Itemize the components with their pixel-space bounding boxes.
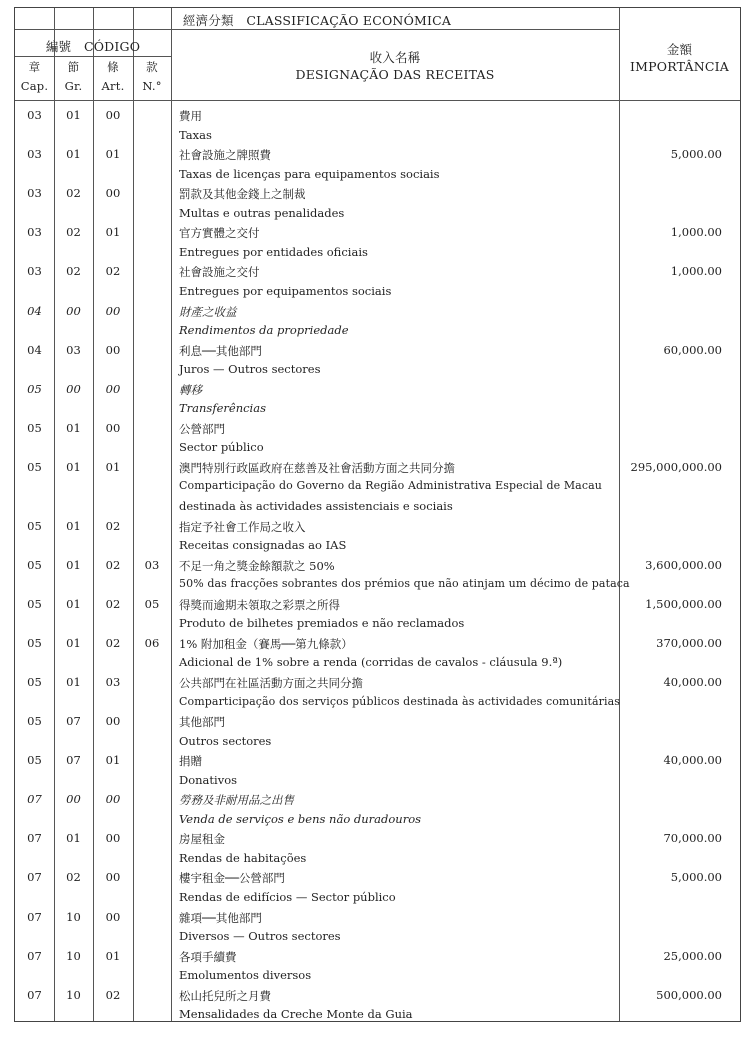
row-designation: Multas e outras penalidades: [179, 205, 345, 220]
row-article-code: 02: [105, 635, 121, 650]
row-amount: 1,000.00: [670, 225, 722, 240]
row-designation: 利息──其他部門: [179, 343, 262, 358]
col-gr-pt: Gr.: [64, 79, 83, 93]
table-row: [15, 184, 740, 204]
row-group-code: 10: [66, 948, 81, 963]
row-designation: Transferências: [179, 401, 266, 416]
table-row: [15, 614, 740, 634]
row-group-code: 02: [66, 225, 81, 240]
table-row: [15, 380, 740, 400]
row-article-code: 02: [105, 518, 121, 533]
row-designation: 費用: [179, 109, 202, 123]
row-chapter-code: 04: [27, 303, 42, 318]
row-number-code: 06: [144, 635, 160, 650]
row-amount: 370,000.00: [656, 635, 722, 650]
row-group-code: 01: [66, 459, 81, 474]
row-group-code: 02: [66, 264, 81, 279]
row-group-code: 02: [66, 186, 81, 201]
row-group-code: 01: [66, 518, 81, 533]
row-designation: 各項手續費: [179, 949, 237, 964]
row-designation: destinada às actividades assistenciais e sociais: [179, 499, 453, 513]
row-amount: 5,000.00: [670, 147, 722, 162]
row-article-code: 00: [105, 792, 121, 807]
table-row: [15, 653, 740, 673]
row-group-code: 01: [66, 674, 81, 689]
row-group-code: 01: [66, 420, 81, 435]
table-row: [15, 262, 740, 282]
row-article-code: 00: [105, 714, 121, 729]
header-rule-1: [15, 29, 619, 30]
table-row: [15, 888, 740, 908]
row-number-code: 05: [144, 596, 160, 611]
row-designation: Taxas: [179, 127, 212, 142]
row-group-code: 10: [66, 909, 81, 924]
table-row: [15, 693, 740, 713]
row-chapter-code: 05: [27, 381, 42, 396]
row-designation: 公共部門在社區活動方面之共同分擔: [179, 675, 363, 690]
row-designation: 官方實體之交付: [179, 226, 260, 241]
table-row: [15, 575, 740, 595]
table-row: [15, 927, 740, 947]
row-article-code: 00: [105, 303, 121, 318]
table-row: [15, 673, 740, 693]
row-article-code: 01: [105, 459, 121, 474]
row-article-code: 00: [105, 342, 121, 357]
row-designation: 勞務及非耐用品之出售: [179, 793, 294, 808]
col-no-pt: N.°: [142, 79, 162, 93]
row-article-code: 00: [105, 186, 121, 201]
row-chapter-code: 05: [27, 557, 42, 572]
row-designation: Diversos — Outros sectores: [179, 929, 341, 944]
table-row: [15, 399, 740, 419]
row-number-code: 03: [144, 557, 160, 572]
table-row: [15, 986, 740, 1006]
row-chapter-code: 05: [27, 753, 42, 768]
row-article-code: 00: [105, 909, 121, 924]
row-designation: 指定予社會工作局之收入: [179, 519, 306, 534]
row-amount: 70,000.00: [663, 831, 722, 846]
table-row: [15, 732, 740, 752]
amount-title-pt: IMPORTÂNCIA: [630, 59, 729, 74]
row-article-code: 00: [105, 381, 121, 396]
row-article-code: 02: [105, 264, 121, 279]
row-designation: 樓宇租金──公營部門: [179, 871, 285, 886]
row-chapter-code: 07: [27, 948, 42, 963]
row-article-code: 01: [105, 753, 121, 768]
table-row: [15, 790, 740, 810]
row-amount: 5,000.00: [670, 870, 722, 885]
table-row: [15, 458, 740, 478]
row-group-code: 03: [66, 342, 81, 357]
row-designation: 1% 附加租金（賽馬──第九條款）: [179, 636, 353, 651]
code-group-title: 編號 CÓDIGO: [45, 39, 141, 54]
table-row: [15, 517, 740, 537]
row-designation: Emolumentos diversos: [179, 968, 312, 983]
row-designation: 罰款及其他金錢上之制裁: [179, 187, 306, 202]
row-designation: 松山托兒所之月費: [179, 988, 271, 1003]
row-group-code: 00: [66, 303, 81, 318]
table-row: [15, 829, 740, 849]
table-row: [15, 106, 740, 126]
row-designation: 50% das fracções sobrantes dos prémios que não atinjam um décimo de pataca: [179, 577, 630, 591]
row-chapter-code: 03: [27, 264, 42, 279]
header-rule-3: [15, 100, 740, 101]
row-designation: Rendas de habitações: [179, 850, 307, 865]
row-designation: 得獎而逾期未領取之彩票之所得: [179, 597, 340, 612]
table-row: [15, 595, 740, 615]
classification-title: 經濟分類 CLASSIFICAÇÃO ECONÓMICA: [182, 13, 452, 28]
row-amount: 1,000.00: [670, 264, 722, 279]
col-art-zh: 條: [107, 60, 119, 74]
row-article-code: 00: [105, 108, 121, 122]
row-chapter-code: 07: [27, 987, 42, 1002]
row-chapter-code: 05: [27, 635, 42, 650]
col-art-pt: Art.: [101, 79, 125, 93]
row-chapter-code: 05: [27, 714, 42, 729]
row-chapter-code: 07: [27, 831, 42, 846]
table-row: [15, 556, 740, 576]
table-row: [15, 966, 740, 986]
row-group-code: 02: [66, 870, 81, 885]
row-designation: 社會設施之交付: [179, 265, 260, 280]
row-amount: 500,000.00: [656, 987, 722, 1002]
row-chapter-code: 03: [27, 186, 42, 201]
table-row: [15, 360, 740, 380]
row-designation: Produto de bilhetes premiados e não reclamados: [179, 616, 465, 631]
col-cap-zh: 章: [28, 60, 41, 74]
row-designation: 其他部門: [179, 715, 225, 730]
amount-title-zh: 金額: [666, 42, 693, 57]
table-row: [15, 1005, 740, 1025]
row-designation: Juros — Outros sectores: [179, 362, 321, 377]
row-designation: Outros sectores: [179, 733, 272, 748]
table-row: [15, 751, 740, 771]
row-chapter-code: 03: [27, 225, 42, 240]
table-row: [15, 771, 740, 791]
row-chapter-code: 05: [27, 674, 42, 689]
row-group-code: 01: [66, 635, 81, 650]
row-article-code: 00: [105, 831, 121, 846]
table-row: [15, 419, 740, 439]
row-chapter-code: 07: [27, 870, 42, 885]
table-row: [15, 204, 740, 224]
table-row: [15, 497, 740, 517]
header-rule-2: [15, 56, 171, 57]
row-chapter-code: 05: [27, 518, 42, 533]
row-amount: 40,000.00: [663, 753, 722, 768]
table-row: [15, 536, 740, 556]
row-designation: Sector público: [179, 440, 264, 455]
table-row: [15, 282, 740, 302]
table-row: [15, 868, 740, 888]
row-designation: 社會設施之牌照費: [179, 148, 271, 163]
table-row: [15, 810, 740, 830]
table-row: [15, 341, 740, 361]
row-article-code: 01: [105, 147, 121, 162]
table-row: [15, 223, 740, 243]
row-amount: 60,000.00: [663, 342, 722, 357]
row-chapter-code: 05: [27, 596, 42, 611]
row-amount: 40,000.00: [663, 674, 722, 689]
row-amount: 3,600,000.00: [645, 557, 722, 572]
row-article-code: 01: [105, 225, 121, 240]
row-designation: Mensalidades da Creche Monte da Guia: [179, 1007, 413, 1022]
row-group-code: 01: [66, 596, 81, 611]
table-row: [15, 712, 740, 732]
row-chapter-code: 05: [27, 459, 42, 474]
row-designation: 捐贈: [179, 754, 202, 769]
row-group-code: 00: [66, 381, 81, 396]
row-designation: Comparticipação do Governo da Região Administrativa Especial de Macau: [179, 479, 602, 493]
row-chapter-code: 05: [27, 420, 42, 435]
row-designation: Entregues por equipamentos sociais: [179, 283, 392, 298]
row-designation: Receitas consignadas ao IAS: [179, 538, 347, 553]
row-group-code: 01: [66, 108, 81, 122]
row-group-code: 10: [66, 987, 81, 1002]
col-gr-zh: 節: [67, 60, 80, 74]
row-designation: Rendimentos da propriedade: [179, 323, 349, 338]
row-designation: 財產之收益: [179, 304, 237, 319]
row-article-code: 00: [105, 420, 121, 435]
table-row: [15, 302, 740, 322]
row-chapter-code: 07: [27, 792, 42, 807]
row-article-code: 03: [105, 674, 121, 689]
row-designation: Entregues por entidades oficiais: [179, 244, 368, 259]
table-row: [15, 908, 740, 928]
row-article-code: 01: [105, 948, 121, 963]
row-designation: 房屋租金: [179, 832, 225, 847]
row-designation: 不足一角之獎金餘額款之 50%: [179, 558, 335, 573]
budget-table: [14, 7, 741, 1022]
table-row: [15, 126, 740, 146]
desc-title-pt: DESIGNAÇÃO DAS RECEITAS: [295, 67, 495, 82]
row-article-code: 02: [105, 557, 121, 572]
row-group-code: 07: [66, 753, 81, 768]
row-chapter-code: 03: [27, 147, 42, 162]
row-chapter-code: 03: [27, 108, 42, 122]
row-group-code: 01: [66, 147, 81, 162]
col-no-zh: 款: [146, 60, 158, 74]
row-designation: Donativos: [179, 772, 238, 787]
table-row: [15, 634, 740, 654]
table-row: [15, 145, 740, 165]
row-amount: 25,000.00: [663, 948, 722, 963]
row-designation: Adicional de 1% sobre a renda (corridas de cavalos - cláusula 9.ª): [179, 655, 563, 670]
row-designation: 澳門特別行政區政府在慈善及社會活動方面之共同分擔: [179, 460, 455, 475]
table-row: [15, 165, 740, 185]
table-row: [15, 477, 740, 497]
col-cap-pt: Cap.: [20, 79, 49, 93]
row-amount: 1,500,000.00: [645, 596, 722, 611]
row-amount: 295,000,000.00: [630, 459, 722, 474]
row-designation: 轉移: [179, 382, 202, 397]
desc-title-zh: 收入名稱: [369, 50, 421, 65]
row-group-code: 01: [66, 831, 81, 846]
table-row: [15, 438, 740, 458]
row-designation: 雜項──其他部門: [179, 910, 262, 925]
table-row: [15, 243, 740, 263]
row-designation: Taxas de licenças para equipamentos sociais: [179, 166, 440, 181]
table-row: [15, 321, 740, 341]
row-designation: 公營部門: [179, 421, 225, 436]
row-group-code: 00: [66, 792, 81, 807]
row-chapter-code: 07: [27, 909, 42, 924]
table-row: [15, 849, 740, 869]
row-group-code: 07: [66, 714, 81, 729]
row-group-code: 01: [66, 557, 81, 572]
row-article-code: 02: [105, 987, 121, 1002]
row-designation: Venda de serviços e bens não duradouros: [179, 811, 422, 826]
row-article-code: 00: [105, 870, 121, 885]
row-designation: Rendas de edifícios — Sector público: [179, 890, 396, 904]
row-chapter-code: 04: [27, 342, 42, 357]
row-article-code: 02: [105, 596, 121, 611]
row-designation: Comparticipação dos serviços públicos destinada às actividades comunitárias: [179, 694, 621, 708]
table-row: [15, 947, 740, 967]
